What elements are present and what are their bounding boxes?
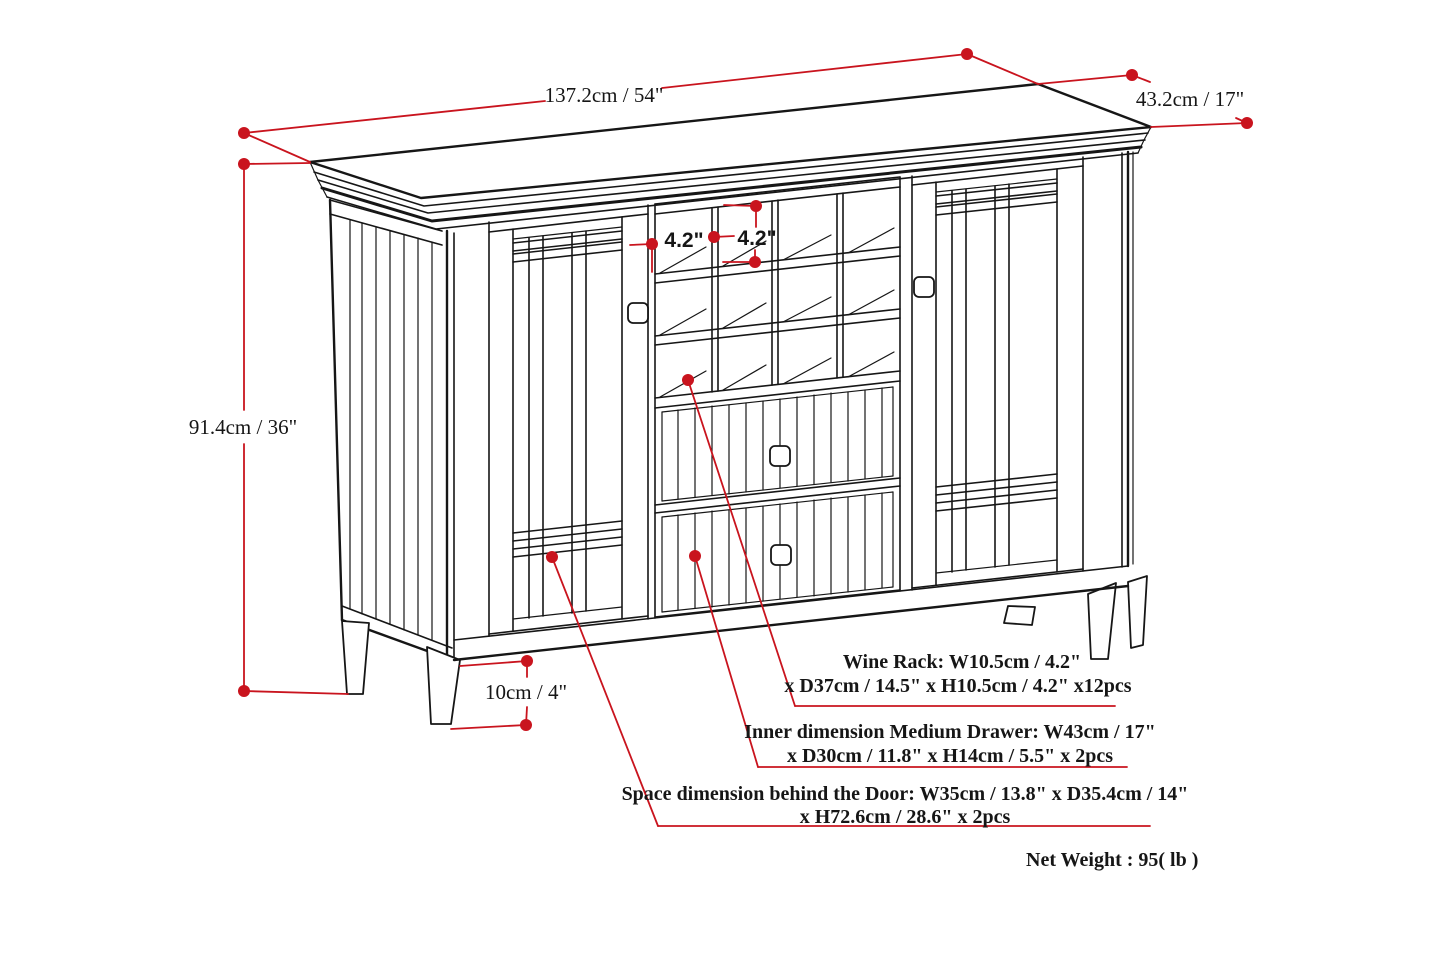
wine-rack-shelf-perspective-lines [660,228,894,397]
front-right-leg [1088,583,1116,659]
right-door-grid [936,179,1057,573]
dimension-depth [1038,69,1253,129]
height-dimension-label: 91.4cm / 36" [188,415,298,439]
net-weight-label: Net Weight : 95( lb ) [1026,849,1199,871]
wine-rack-annotation-line1: Wine Rack: W10.5cm / 4.2" [842,651,1082,673]
drawer-annotation-line1: Inner dimension Medium Drawer: W43cm / 17" [744,721,1156,743]
wine-rack [655,177,900,398]
door-space-annotation-line1: Space dimension behind the Door: W35cm / 13.8" x D35.4cm / 14" [621,783,1189,805]
left-door-knob [628,303,648,323]
left-side-panel [330,200,454,661]
drawer-annotation-line2: x D30cm / 11.8" x H14cm / 5.5" x 2pcs [786,745,1114,767]
dimension-width [238,48,1038,162]
left-door-grid [513,227,622,619]
dimension-height [189,158,348,697]
annotations [622,651,1199,871]
leg-height-dimension-label: 10cm / 4" [484,680,568,704]
side-slats [350,220,432,640]
door-space-annotation-line2: x H72.6cm / 28.6" x 2pcs [799,806,1011,828]
dimension-leg-height [451,655,567,731]
center-foot [1004,606,1035,625]
left-door [489,214,648,634]
right-door-knob [914,277,934,297]
back-left-leg [342,621,369,694]
top-drawer-knob [770,446,790,466]
cubby-width-dimension-label: 4.2" [664,229,704,252]
top-panel [310,84,1151,206]
right-door [912,166,1083,588]
wine-rack-annotation-line2: x D37cm / 14.5" x H10.5cm / 4.2" x12pcs [784,675,1132,697]
back-right-leg [1128,576,1147,648]
cabinet-drawing [310,84,1151,724]
crown-molding [310,127,1151,229]
width-dimension-label: 137.2cm / 54" [544,83,664,107]
bottom-drawer-knob [771,545,791,565]
front-left-leg [427,647,460,724]
cubby-height-dimension-label: 4.2" [737,227,777,250]
depth-dimension-label: 43.2cm / 17" [1135,87,1245,111]
dimension-cubby-height [723,200,777,268]
top-drawer [655,381,900,505]
